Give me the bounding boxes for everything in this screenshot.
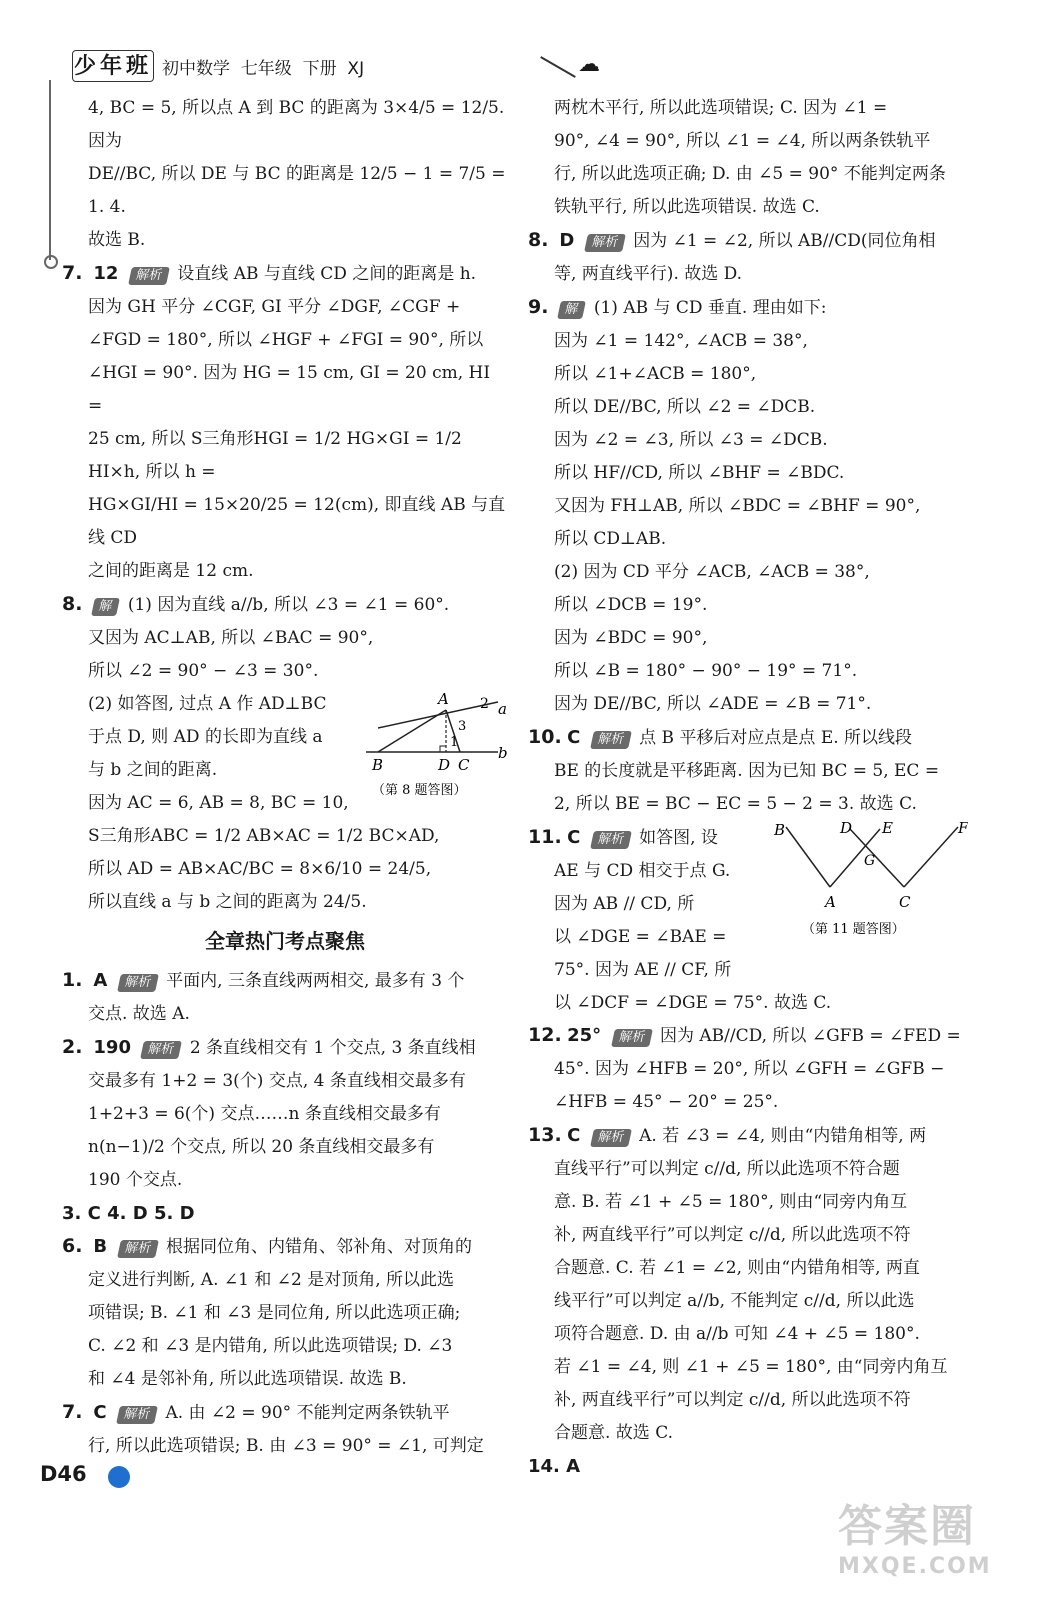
question-number: 13. — [528, 1124, 562, 1146]
text-line: A. 由 ∠2 = 90° 不能判定两条铁轨平 — [165, 1403, 450, 1423]
answer: D — [559, 230, 575, 251]
question-number: 8. — [62, 593, 83, 615]
page-number: D46 — [40, 1462, 87, 1486]
text-line: 所以 ∠2 = 90° − ∠3 = 30°. — [88, 661, 319, 681]
text-line: 如答图, 设 — [639, 828, 718, 848]
text-line: 交点. 故选 A. — [88, 1004, 190, 1024]
question-number: 2. — [62, 1036, 83, 1058]
text-line: BE 的长度就是平移距离. 因为已知 BC = 5, EC = — [554, 761, 940, 781]
text-line: 点 B 平移后对应点是点 E. 所以线段 — [639, 728, 913, 748]
label-d: D — [840, 821, 853, 837]
label-2: 2 — [480, 696, 489, 712]
answer: 12 — [93, 263, 119, 284]
label-c-point: C — [458, 756, 470, 774]
header-divider — [540, 56, 576, 78]
text-line: 所以直线 a 与 b 之间的距离为 24/5. — [88, 892, 367, 912]
text-line: 与 b 之间的距离. — [88, 760, 218, 780]
text-line: 等, 两直线平行). 故选 D. — [554, 264, 743, 284]
text-line: 因为 AB // CD, 所 — [554, 894, 695, 914]
text-line: 意. B. 若 ∠1 + ∠5 = 180°, 则由“同旁内角互 — [554, 1192, 908, 1212]
answers-3-5: 3. C 4. D 5. D — [62, 1203, 195, 1224]
segment-dc — [850, 829, 904, 887]
text-line: n(n−1)/2 个交点, 所以 20 条直线相交最多有 — [88, 1137, 435, 1157]
question-7 — [62, 257, 508, 291]
text-line: 所以 ∠B = 180° − 90° − 19° = 71°. — [554, 661, 858, 681]
text-line: C. ∠2 和 ∠3 是内错角, 所以此选项错误; D. ∠3 — [88, 1336, 453, 1356]
analysis-tag: 解析 — [116, 1406, 158, 1424]
answer: C — [567, 827, 581, 848]
analysis-tag: 解析 — [128, 267, 170, 285]
text-line: 行, 所以此选项正确; D. 由 ∠5 = 90° 不能判定两条 — [554, 164, 946, 184]
answer: C — [567, 1125, 581, 1146]
text-line: 所以 CD⊥AB. — [554, 529, 667, 549]
text-line: (1) 因为直线 a//b, 所以 ∠3 = ∠1 = 60°. — [127, 595, 450, 615]
figure-11-caption: （第 11 题答图） — [802, 922, 905, 937]
label-e: E — [882, 821, 893, 837]
right-angle-mark — [440, 746, 446, 752]
right-column — [528, 92, 974, 1483]
text-line: 又因为 FH⊥AB, 所以 ∠BDC = ∠BHF = 90°, — [554, 496, 921, 516]
analysis-tag: 解析 — [590, 831, 632, 849]
text-line: 行, 所以此选项错误; B. 由 ∠3 = 90° = ∠1, 可判定 — [88, 1436, 484, 1456]
question-number: 12. — [528, 1024, 562, 1046]
question-9 — [528, 291, 974, 325]
text-line: 交最多有 1+2 = 3(个) 交点, 4 条直线相交最多有 — [88, 1071, 466, 1091]
answer: 190 — [93, 1037, 131, 1058]
question-7b — [62, 1396, 508, 1430]
question-8r — [528, 224, 974, 258]
text-line: 和 ∠4 是邻补角, 所以此选项错误. 故选 B. — [88, 1369, 407, 1389]
answer: C — [567, 727, 581, 748]
label-c: C — [899, 893, 911, 911]
question-number: 7. — [62, 1401, 83, 1423]
text-line: 25 cm, 所以 S三角形HGI = 1/2 HG×GI = 1/2 HI×h, 所以 h = — [88, 429, 462, 482]
question-11-block — [528, 821, 974, 1019]
text-line: 因为 DE//BC, 所以 ∠ADE = ∠B = 71°. — [554, 694, 872, 714]
label-b: B — [774, 821, 786, 839]
text-line: 平面内, 三条直线两两相交, 最多有 3 个 — [166, 971, 465, 991]
label-d-point: D — [438, 756, 451, 774]
analysis-tag: 解析 — [117, 974, 159, 992]
question-number: 6. — [62, 1235, 83, 1257]
text-line: 定义进行判断, A. ∠1 和 ∠2 是对顶角, 所以此选 — [88, 1270, 455, 1290]
text-line: 因为 ∠BDC = 90°, — [554, 628, 708, 648]
text-line: 若 ∠1 = ∠4, 则 ∠1 + ∠5 = 180°, 由“同旁内角互 — [554, 1357, 948, 1377]
text-line: ∠FGD = 180°, 所以 ∠HGF + ∠FGI = 90°, 所以 — [88, 330, 484, 350]
answer: C — [93, 1402, 107, 1423]
answer-14: 14. A — [528, 1456, 581, 1477]
question-number: 7. — [62, 262, 83, 284]
text-line: 补, 两直线平行”可以判定 c//d, 所以此选项不符 — [554, 1390, 911, 1410]
brand-logo: 少年班 — [72, 50, 154, 82]
solution-tag: 解 — [91, 598, 120, 616]
text-line: 补, 两直线平行”可以判定 c//d, 所以此选项不符 — [554, 1225, 911, 1245]
text-line: 故选 B. — [88, 230, 146, 250]
text-line: (2) 如答图, 过点 A 作 AD⊥BC — [88, 694, 327, 714]
question-12 — [528, 1019, 974, 1053]
segment-ab — [378, 710, 446, 752]
watermark-url: MXQE.COM — [838, 1554, 992, 1579]
text-line: 4, BC = 5, 所以点 A 到 BC 的距离为 3×4/5 = 12/5. 因为 — [88, 98, 505, 151]
solution-tag: 解 — [557, 301, 586, 319]
question-13 — [528, 1119, 974, 1153]
text-line: 项错误; B. ∠1 和 ∠3 是同位角, 所以此选项正确; — [88, 1303, 461, 1323]
text-line: 因为 ∠1 = ∠2, 所以 AB//CD(同位角相 — [633, 231, 936, 251]
text-line: 90°, ∠4 = 90°, 所以 ∠1 = ∠4, 所以两条铁轨平 — [554, 131, 931, 151]
answer: 25° — [567, 1025, 602, 1046]
text-line: S三角形ABC = 1/2 AB×AC = 1/2 BC×AD, — [88, 826, 440, 846]
analysis-tag: 解析 — [117, 1240, 159, 1258]
segment-cf — [904, 827, 958, 887]
question-6 — [62, 1230, 508, 1264]
text-line: HG×GI/HI = 15×20/25 = 12(cm), 即直线 AB 与直线 CD — [88, 495, 506, 548]
analysis-tag: 解析 — [590, 1129, 632, 1147]
text-line: 以 ∠DCF = ∠DGE = 75°. 故选 C. — [554, 993, 832, 1013]
analysis-tag: 解析 — [611, 1029, 653, 1047]
side-decoration-dot — [44, 255, 58, 269]
text-line: 2 条直线相交有 1 个交点, 3 条直线相 — [189, 1038, 476, 1058]
text-line: 线平行”可以判定 a//b, 不能判定 c//d, 所以此选 — [554, 1291, 915, 1311]
text-line: 所以 DE//BC, 所以 ∠2 = ∠DCB. — [554, 397, 816, 417]
text-line: 45°. 因为 ∠HFB = 20°, 所以 ∠GFH = ∠GFB − — [554, 1059, 945, 1079]
text-line: 铁轨平行, 所以此选项错误. 故选 C. — [554, 197, 820, 217]
question-8-figure-block — [62, 688, 508, 820]
label-f: F — [958, 821, 968, 837]
question-1 — [62, 964, 508, 998]
page-footer — [20, 1462, 130, 1492]
left-column — [62, 92, 508, 1463]
segment-ab — [786, 827, 830, 887]
text-line: 之间的距离是 12 cm. — [88, 561, 254, 581]
text-line: 合题意. 故选 C. — [554, 1423, 674, 1443]
figure-8-caption: （第 8 题答图） — [372, 783, 467, 798]
text-line: 1+2+3 = 6(个) 交点……n 条直线相交最多有 — [88, 1104, 441, 1124]
text-line: AE 与 CD 相交于点 G. — [554, 861, 731, 881]
analysis-tag: 解析 — [590, 731, 632, 749]
text-line: 于点 D, 则 AD 的长即为直线 a — [88, 727, 323, 747]
text-line: 设直线 AB 与直线 CD 之间的距离是 h. — [177, 264, 477, 284]
answer: A — [93, 970, 108, 991]
question-number: 8. — [528, 229, 549, 251]
text-line: 75°. 因为 AE // CF, 所 — [554, 960, 732, 980]
header-info: 初中数学 七年级 下册 XJ — [162, 59, 365, 79]
figure-8-diagram — [362, 688, 508, 800]
analysis-tag: 解析 — [584, 234, 626, 252]
text-line: 项符合题意. D. 由 a//b 可知 ∠4 + ∠5 = 180°. — [554, 1324, 920, 1344]
question-number: 10. — [528, 726, 562, 748]
text-line: 所以 ∠1+∠ACB = 180°, — [554, 364, 757, 384]
label-b-point: B — [372, 756, 384, 774]
text-line: (2) 因为 CD 平分 ∠ACB, ∠ACB = 38°, — [554, 562, 870, 582]
analysis-tag: 解析 — [140, 1041, 182, 1059]
page-header — [58, 46, 600, 86]
answer: B — [93, 1236, 108, 1257]
label-b-line: b — [498, 744, 508, 762]
text-line: 直线平行”可以判定 c//d, 所以此选项不符合题 — [554, 1159, 900, 1179]
label-g: G — [864, 853, 876, 869]
text-line: 190 个交点. — [88, 1170, 183, 1190]
label-1: 1 — [450, 735, 459, 750]
question-number: 9. — [528, 296, 549, 318]
section-title: 全章热门考点聚焦 — [205, 929, 365, 953]
text-line: 因为 AB//CD, 所以 ∠GFB = ∠FED = — [659, 1026, 961, 1046]
label-a: A — [825, 893, 836, 911]
text-line: ∠HGI = 90°. 因为 HG = 15 cm, GI = 20 cm, HI = — [88, 363, 491, 416]
label-3: 3 — [458, 719, 467, 734]
label-a-line: a — [498, 700, 507, 718]
text-line: A. 若 ∠3 = ∠4, 则由“内错角相等, 两 — [639, 1126, 927, 1146]
watermark-logo-text: 答案圈 — [838, 1501, 976, 1552]
text-line: (1) AB 与 CD 垂直. 理由如下: — [593, 298, 827, 318]
text-line: 根据同位角、内错角、邻补角、对顶角的 — [165, 1237, 472, 1257]
cloud-icon: ☁ — [578, 52, 600, 77]
figure-11-diagram — [768, 821, 968, 941]
text-line: DE//BC, 所以 DE 与 BC 的距离是 12/5 − 1 = 7/5 = 1. 4. — [88, 164, 506, 217]
watermark — [838, 1490, 1018, 1590]
page-marker-icon — [108, 1466, 130, 1488]
text-line: 所以 AD = AB×AC/BC = 8×6/10 = 24/5, — [88, 859, 432, 879]
text-line: 2, 所以 BE = BC − EC = 5 − 2 = 3. 故选 C. — [554, 794, 917, 814]
label-a-point: A — [438, 690, 449, 708]
question-number: 1. — [62, 969, 83, 991]
text-line: 两枕木平行, 所以此选项错误; C. 因为 ∠1 = — [554, 98, 888, 118]
text-line: 合题意. C. 若 ∠1 = ∠2, 则由“内错角相等, 两直 — [554, 1258, 920, 1278]
text-line: 因为 ∠2 = ∠3, 所以 ∠3 = ∠DCB. — [554, 430, 828, 450]
text-line: 以 ∠DGE = ∠BAE = — [554, 927, 727, 947]
question-2 — [62, 1031, 508, 1065]
text-line: 因为 GH 平分 ∠CGF, GI 平分 ∠DGF, ∠CGF + — [88, 297, 461, 317]
side-decoration-line — [49, 80, 51, 260]
text-line: 所以 ∠DCB = 19°. — [554, 595, 708, 615]
text-line: ∠HFB = 45° − 20° = 25°. — [554, 1092, 779, 1112]
question-number: 11. — [528, 826, 562, 848]
text-line: 因为 ∠1 = 142°, ∠ACB = 38°, — [554, 331, 808, 351]
text-line: 又因为 AC⊥AB, 所以 ∠BAC = 90°, — [88, 628, 374, 648]
question-11 — [528, 821, 758, 855]
text-line: 所以 HF//CD, 所以 ∠BHF = ∠BDC. — [554, 463, 845, 483]
text-line: 因为 AC = 6, AB = 8, BC = 10, — [88, 793, 349, 813]
question-8 — [62, 588, 508, 622]
question-10 — [528, 721, 974, 755]
